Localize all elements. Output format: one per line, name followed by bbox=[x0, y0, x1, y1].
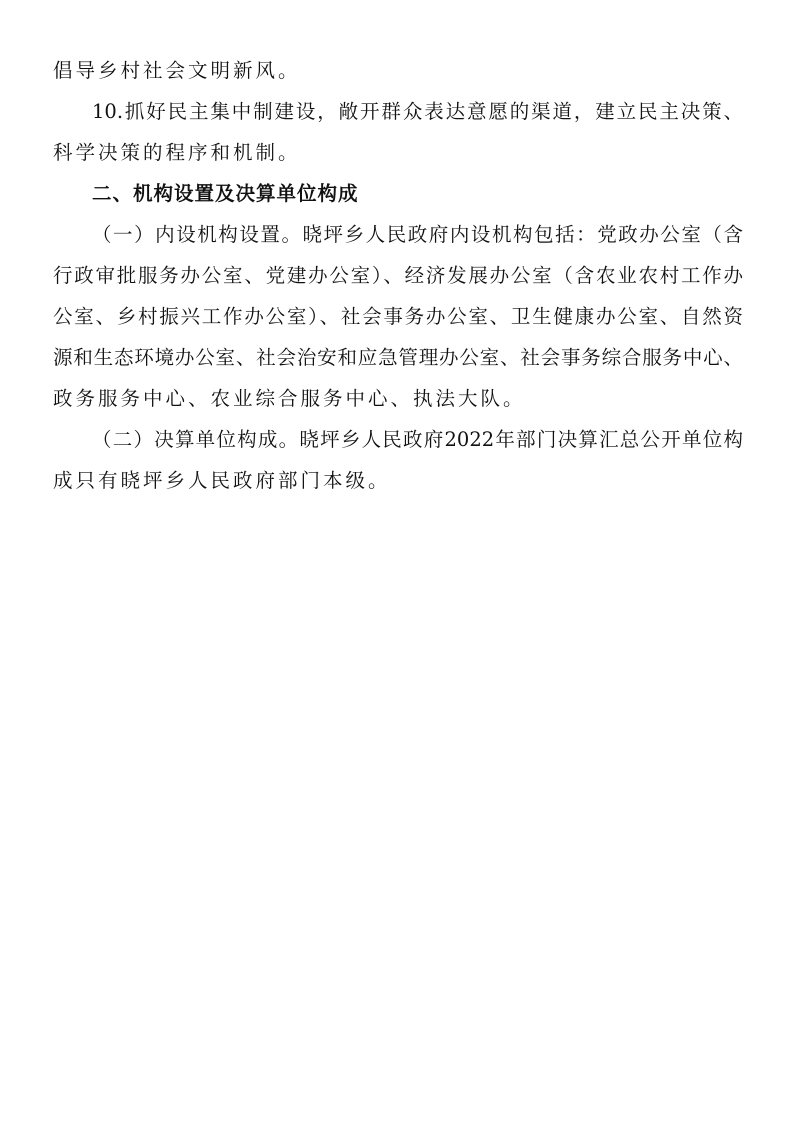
paragraph-3-line-1: （一）内设机构设置。晓坪乡人民政府内设机构包括：党政办公室（含 bbox=[92, 223, 743, 246]
section-heading: 二、机构设置及决算单位构成 bbox=[92, 182, 359, 205]
paragraph-2-line-2: 科学决策的程序和机制。 bbox=[53, 141, 301, 164]
paragraph-4-line-1: （二）决算单位构成。晓坪乡人民政府2022年部门决算汇总公开单位构 bbox=[92, 428, 743, 451]
paragraph-4-line-2: 成只有晓坪乡人民政府部门本级。 bbox=[53, 469, 391, 492]
paragraph-3-line-5: 政务服务中心、农业综合服务中心、执法大队。 bbox=[53, 387, 526, 410]
paragraph-2-line-1: 10.抓好民主集中制建设，敞开群众表达意愿的渠道，建立民主决策、 bbox=[92, 100, 743, 123]
paragraph-3-line-3: 公室、乡村振兴工作办公室）、社会事务办公室、卫生健康办公室、自然资 bbox=[53, 305, 743, 328]
paragraph-1-line-1: 倡导乡村社会文明新风。 bbox=[53, 59, 301, 82]
paragraph-3-line-4: 源和生态环境办公室、社会治安和应急管理办公室、社会事务综合服务中心、 bbox=[53, 346, 743, 369]
paragraph-3-line-2: 行政审批服务办公室、党建办公室）、经济发展办公室（含农业农村工作办 bbox=[53, 264, 743, 287]
